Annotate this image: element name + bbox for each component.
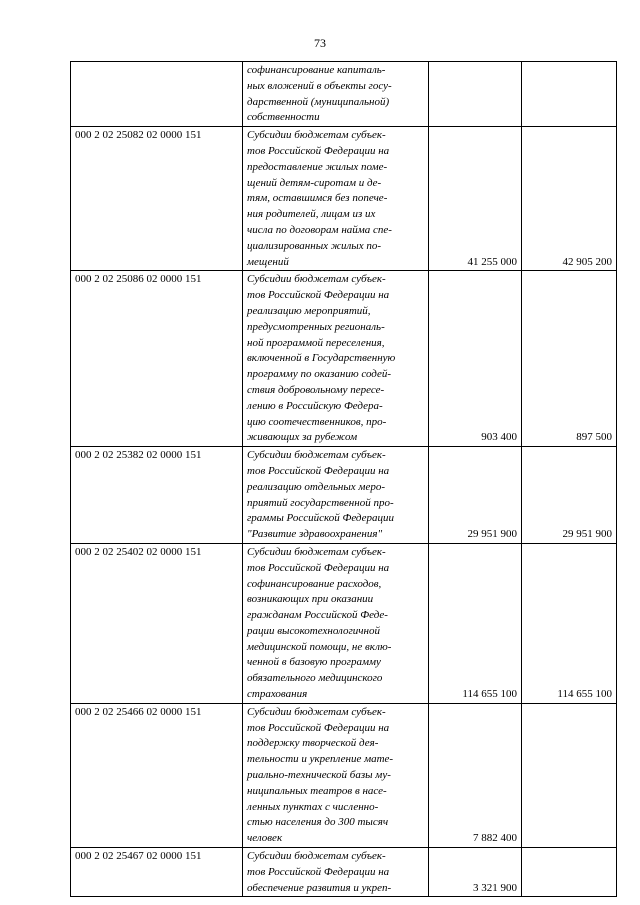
- description-line: лению в Российскую Федера-: [247, 399, 383, 412]
- income-description-cell: [243, 62, 429, 127]
- description-line: софинансирование расходов,: [247, 577, 382, 590]
- description-line: цию соотечественников, про-: [247, 415, 387, 428]
- table-row: [71, 447, 617, 544]
- description-line: рации высокотехнологичной: [247, 624, 380, 637]
- income-code-cell: 000 2 02 25467 02 0000 151: [71, 848, 243, 897]
- amount-year1-cell: 3 321 900: [429, 848, 522, 897]
- description-line: программу по оказанию содей-: [247, 368, 392, 381]
- description-line: обязательного медицинского: [247, 672, 383, 685]
- description-line: тельности и укрепление мате-: [247, 753, 394, 766]
- description-line: тов Российской Федерации на: [247, 289, 390, 302]
- income-description-cell: [243, 703, 429, 847]
- description-line: гражданам Российской Феде-: [247, 609, 388, 622]
- description-line: предусмотренных региональ-: [247, 320, 385, 333]
- income-code-cell: 000 2 02 25082 02 0000 151: [71, 127, 243, 271]
- description-line: дарственной (муниципальной): [247, 95, 390, 108]
- amount-year2-cell: 114 655 100: [522, 543, 617, 703]
- income-code-cell: [71, 62, 243, 127]
- income-description-cell: [243, 543, 429, 703]
- income-description-cell: [243, 127, 429, 271]
- description-line: "Развитие здравоохранения": [247, 528, 383, 541]
- table-row: [71, 271, 617, 447]
- description-line: ленных пунктах с численно-: [247, 800, 379, 813]
- amount-year2-cell: [522, 62, 617, 127]
- table-body: [71, 62, 617, 897]
- table-row: [71, 848, 617, 897]
- description-line: тов Российской Федерации на: [247, 561, 390, 574]
- table-row: [71, 703, 617, 847]
- description-line: Субсидии бюджетам субъек-: [247, 545, 386, 558]
- description-line: ных вложений в объекты госу-: [247, 79, 392, 92]
- description-line: граммы Российской Федерации: [247, 512, 395, 525]
- amount-year2-cell: [522, 848, 617, 897]
- description-line: риально-технической базы му-: [247, 769, 391, 782]
- amount-year1-cell: 7 882 400: [429, 703, 522, 847]
- description-line: страхования: [247, 688, 308, 701]
- description-line: предоставление жилых поме-: [247, 160, 388, 173]
- description-line: возникающих при оказании: [247, 593, 374, 606]
- amount-year1-cell: 29 951 900: [429, 447, 522, 544]
- description-line: тов Российской Федерации на: [247, 865, 390, 878]
- table-row: [71, 543, 617, 703]
- description-line: Субсидии бюджетам субъек-: [247, 449, 386, 462]
- income-code-cell: 000 2 02 25382 02 0000 151: [71, 447, 243, 544]
- description-line: человек: [247, 832, 283, 845]
- description-line: тов Российской Федерации на: [247, 721, 390, 734]
- income-code-cell: 000 2 02 25402 02 0000 151: [71, 543, 243, 703]
- description-line: щений детям-сиротам и де-: [247, 176, 382, 189]
- description-line: тов Российской Федерации на: [247, 464, 390, 477]
- description-line: Субсидии бюджетам субъек-: [247, 129, 386, 142]
- description-line: тов Российской Федерации на: [247, 144, 390, 157]
- page-number: 73: [314, 36, 326, 50]
- amount-year1-cell: [429, 62, 522, 127]
- amount-year1-cell: 903 400: [429, 271, 522, 447]
- description-line: Субсидии бюджетам субъек-: [247, 705, 386, 718]
- income-code-cell: 000 2 02 25086 02 0000 151: [71, 271, 243, 447]
- description-line: ствия добровольному пересе-: [247, 383, 385, 396]
- amount-year2-cell: 29 951 900: [522, 447, 617, 544]
- description-line: ниципальных театров в насе-: [247, 784, 387, 797]
- description-line: числа по договорам найма спе-: [247, 223, 392, 236]
- description-line: приятий государственной про-: [247, 496, 394, 509]
- description-line: стью населения до 300 тысяч: [247, 816, 389, 829]
- description-line: живающих за рубежом: [247, 431, 358, 444]
- income-code-cell: 000 2 02 25466 02 0000 151: [71, 703, 243, 847]
- description-line: Субсидии бюджетам субъек-: [247, 850, 386, 863]
- budget-table: [70, 61, 617, 897]
- income-description-cell: [243, 447, 429, 544]
- description-line: мещений: [247, 255, 289, 268]
- description-line: софинансирование капиталь-: [247, 64, 386, 76]
- table-row: [71, 127, 617, 271]
- description-line: ной программой переселения,: [247, 336, 385, 349]
- description-line: поддержку творческой дея-: [247, 737, 379, 750]
- description-line: собственности: [247, 111, 320, 124]
- description-line: медицинской помощи, не вклю-: [247, 640, 392, 653]
- amount-year2-cell: 42 905 200: [522, 127, 617, 271]
- income-description-cell: [243, 848, 429, 897]
- amount-year1-cell: 41 255 000: [429, 127, 522, 271]
- table-row: [71, 62, 617, 127]
- income-description-cell: [243, 271, 429, 447]
- amount-year2-cell: 897 500: [522, 271, 617, 447]
- description-line: ченной в базовую программу: [247, 656, 381, 669]
- description-line: ния родителей, лицам из их: [247, 208, 376, 221]
- description-line: тям, оставшимся без попече-: [247, 192, 388, 205]
- description-line: включенной в Государственную: [247, 352, 396, 365]
- description-line: циализированных жилых по-: [247, 239, 382, 252]
- description-line: Субсидии бюджетам субъек-: [247, 273, 386, 286]
- amount-year2-cell: [522, 703, 617, 847]
- description-line: обеспечение развития и укреп-: [247, 881, 392, 894]
- description-line: реализацию мероприятий,: [247, 304, 371, 317]
- amount-year1-cell: 114 655 100: [429, 543, 522, 703]
- description-line: реализацию отдельных меро-: [247, 480, 385, 493]
